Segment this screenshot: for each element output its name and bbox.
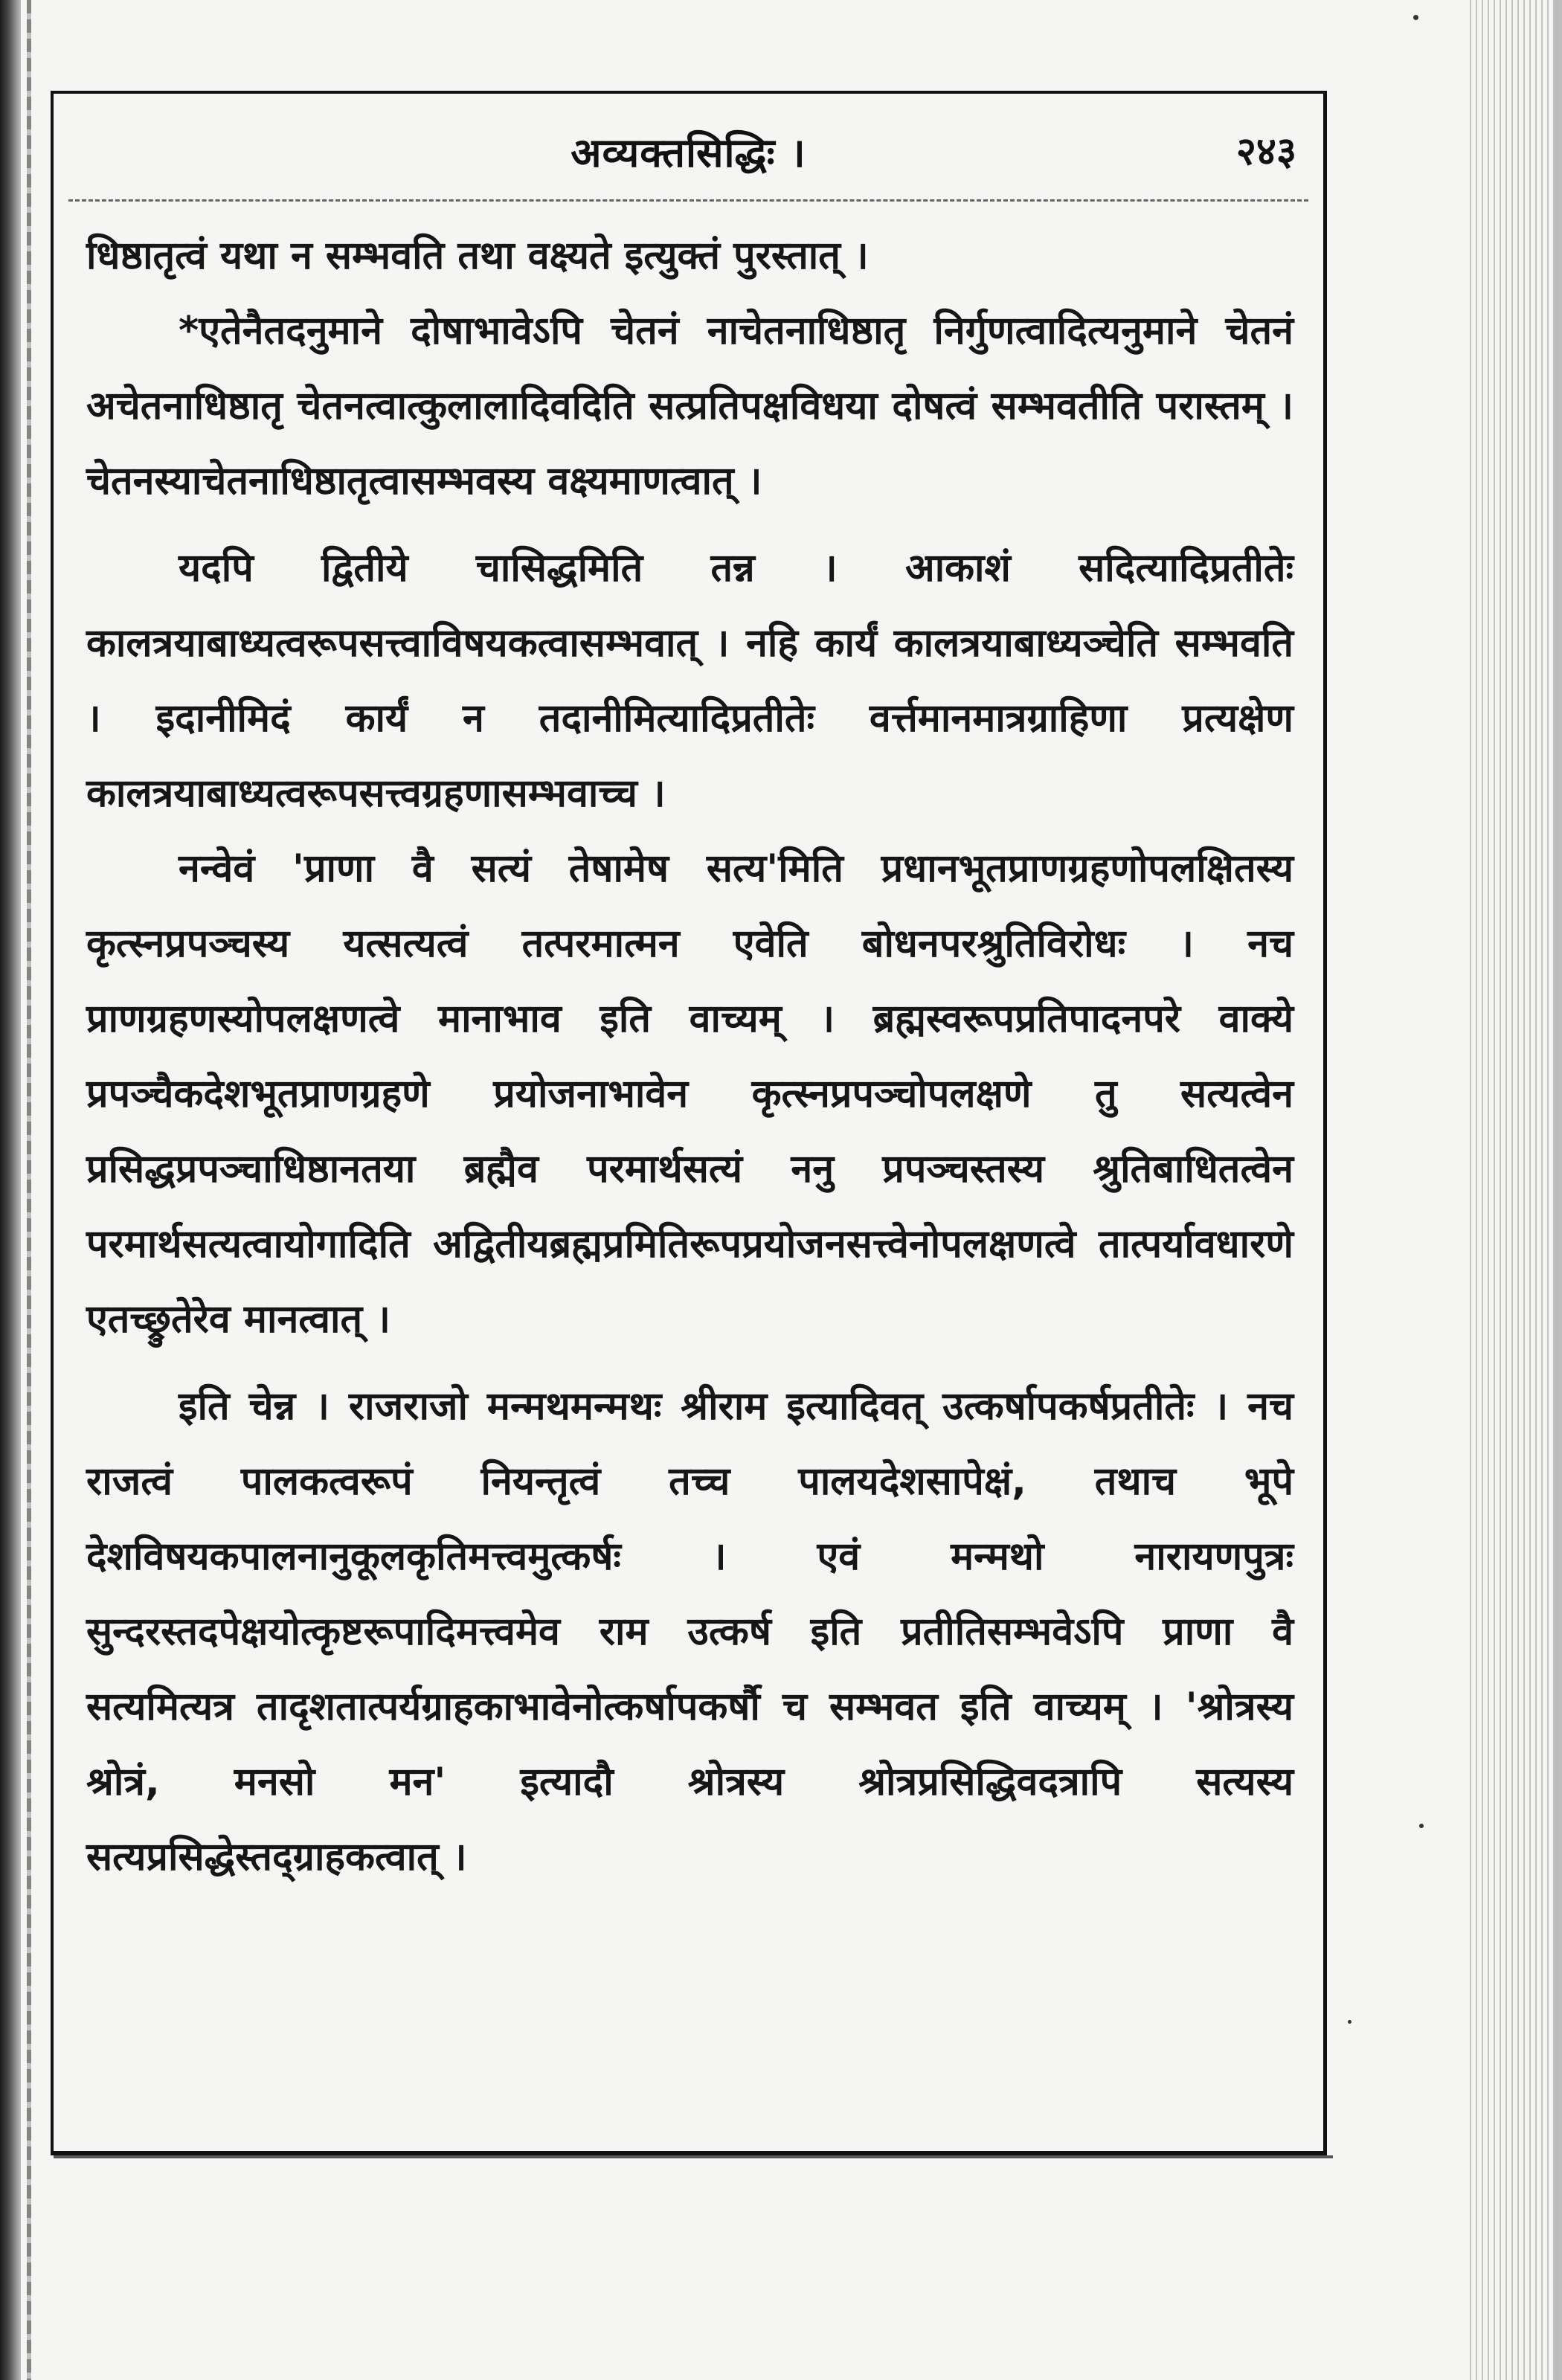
- header-rule: [68, 199, 1308, 202]
- paragraph-shruti-objection: नन्वेवं 'प्राणा वै सत्यं तेषामेष सत्य'मिति प्रधानभूतप्राणग्रहणोपलक्षितस्य कृत्स्नप्रपञ्चस्य यत्सत्यत्वं तत्परमात्मन एवेति बोधनपरश्रुतिविरोधः । नच प्राणग्रहणस्योपलक्षणत्वे मानाभाव इति वाच्यम् । ब्रह्मस्वरूपप्रतिपादनपरे वाक्ये प्रपञ्चैकदेशभूतप्राणग्रहणे प्रयोजनाभावेन कृत्स्नप्रपञ्चोपलक्षणे तु सत्यत्वेन प्रसिद्धप्रपञ्चाधिष्ठानतया ब्रह्मैव परमार्थसत्यं ननु प्रपञ्चस्तस्य श्रुतिबाधितत्वेन परमार्थसत्यत्वायोगादिति अद्वितीयब्रह्मप्रमितिरूपप्रयोजनसत्त्वेनोपलक्षणत्वे तात्पर्यावधारणे एतच्छ्रुतेरेव मानत्वात् ।: [86, 846, 1293, 1342]
- page-header: [54, 123, 1323, 190]
- gutter-edge: [27, 0, 31, 2380]
- paragraph-second-objection: यदपि द्वितीये चासिद्धमिति तन्न । आकाशं सदित्यादिप्रतीतेः कालत्रयाबाध्यत्वरूपसत्त्वाविषयकत्वासम्भवात् । नहि कार्यं कालत्रयाबाध्यञ्चेति सम्भवति । इदानीमिदं कार्यं न तदानीमित्यादिप्रतीतेः वर्त्तमानमात्रग्राहिणा प्रत्यक्षेण कालत्रयाबाध्यत्वरूपसत्त्वग्रहणासम्भवाच्च ।: [86, 546, 1293, 816]
- scan-speck: [1348, 2020, 1352, 2024]
- page-edge-stack: [1465, 0, 1562, 2380]
- text-frame: [51, 91, 1327, 2155]
- paragraph-continuation: धिष्ठातृत्वं यथा न सम्भवति तथा वक्ष्यते इत्युक्तं पुरस्तात् ।: [86, 234, 869, 278]
- scan-speck: [1419, 1824, 1424, 1828]
- page-number: २४३: [1235, 129, 1296, 174]
- paragraph-reply: इति चेन्न । राजराजो मन्मथमन्मथः श्रीराम इत्यादिवत् उत्कर्षापकर्षप्रतीतेः । नच राजत्वं पालकत्वरूपं नियन्तृत्वं तच्च पालयदेशसापेक्षं, तथाच भूपे देशविषयकपालनानुकूलकृतिमत्त्वमुत्कर्षः । एवं मन्मथो नारायणपुत्रः सुन्दरस्तदपेक्षयोत्कृष्टरूपादिमत्त्वमेव राम उत्कर्ष इति प्रतीतिसम्भवेऽपि प्राणा वै सत्यमित्यत्र तादृशतात्पर्यग्राहकाभावेनोत्कर्षापकर्षौ च सम्भवत इति वाच्यम् । 'श्रोत्रस्य श्रोत्रं, मनसो मन' इत्यादौ श्रोत्रस्य श्रोत्रप्रसिद्धिवदत्रापि सत्यस्य सत्यप्रसिद्धेस्तद्ग्राहकत्वात् ।: [86, 1384, 1293, 1879]
- running-title: अव्यक्तसिद्धिः ।: [571, 129, 806, 176]
- page-edge-border: [1555, 0, 1562, 2380]
- book-spine-shadow: [0, 0, 21, 2380]
- paragraph-footnote-remark: *एतेनैतदनुमाने दोषाभावेऽपि चेतनं नाचेतनाधिष्ठातृ निर्गुणत्वादित्यनुमाने चेतनं अचेतनाधिष्ठातृ चेतनत्वात्कुलालादिवदिति सत्प्रतिपक्षविधया दोषत्वं सम्भवतीति परास्तम् । चेतनस्याचेतनाधिष्ठातृत्वासम्भवस्य वक्ष्यमाणत्वात् ।: [86, 309, 1293, 504]
- body-text: [86, 219, 1293, 1895]
- scan-speck: [1413, 15, 1418, 20]
- frame-bottom-rule: [54, 2155, 1333, 2158]
